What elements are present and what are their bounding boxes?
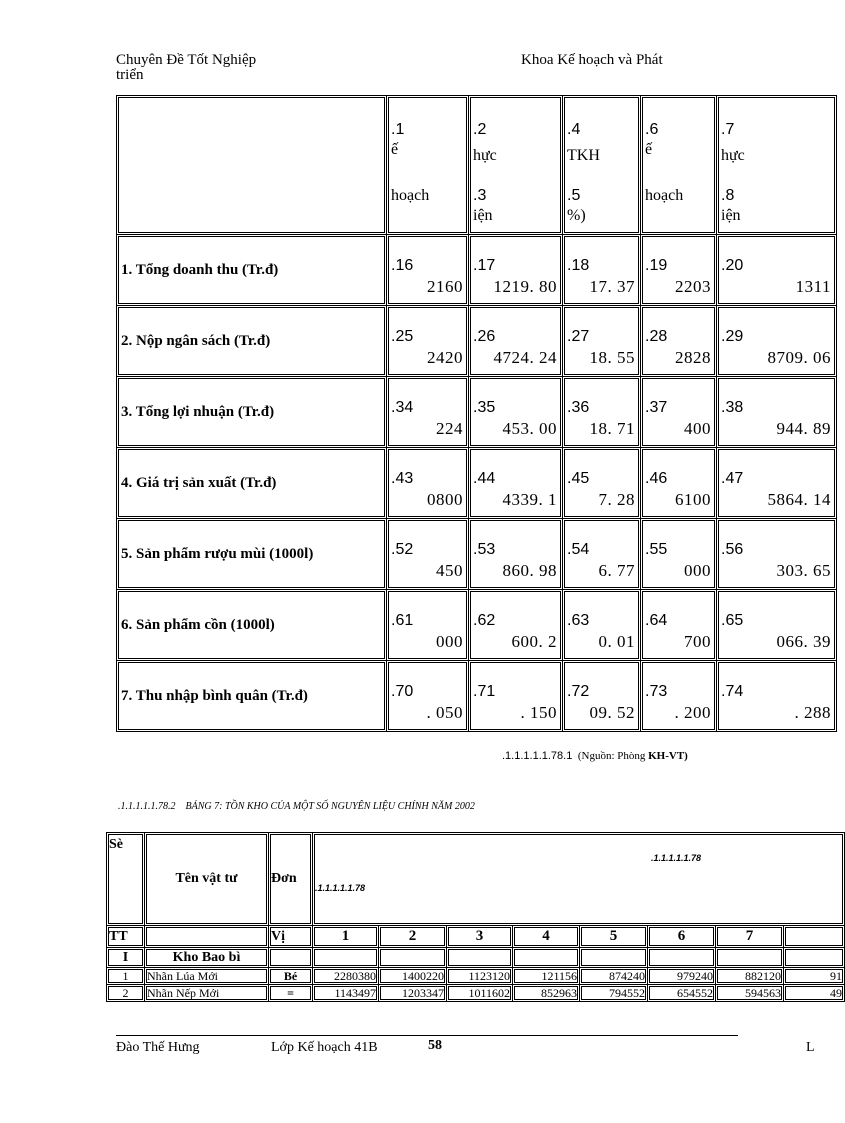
value-cell (387, 519, 469, 590)
cell-value: 09. 52 (589, 703, 635, 722)
cell-value: 453. 00 (502, 419, 557, 438)
cell-value: 0. 01 (598, 632, 635, 651)
cell-value: 224 (436, 419, 463, 438)
cell-value: 860. 98 (502, 561, 557, 580)
value-cell (641, 590, 717, 661)
header-text: hực (721, 147, 745, 164)
caption-title: BẢNG 7: TỒN KHO CỦA MỘT SỐ NGUYÊN LIỆU CHÍNH NĂM 2002 (185, 801, 475, 812)
month-header: 1 (313, 926, 379, 948)
row-label: 2. Nộp ngân sách (Tr.đ) (117, 306, 387, 377)
stock-value: 1400220 (379, 968, 447, 985)
cell-value: 400 (684, 419, 711, 438)
inventory-table (106, 832, 845, 1002)
cell-code: .45 (567, 470, 590, 487)
month-header: 7 (716, 926, 784, 948)
cell-code: .19 (645, 257, 668, 274)
results-table (116, 95, 837, 732)
blank-cell (648, 948, 716, 968)
source-code: .1.1.1.1.1.78.1 (502, 750, 573, 762)
cell-code: .64 (645, 612, 668, 629)
cell-value: . 050 (426, 703, 463, 722)
stock-value: 1123120 (447, 968, 513, 985)
row-label: 4. Giá trị sản xuất (Tr.đ) (117, 448, 387, 519)
cell-code: .28 (645, 328, 668, 345)
cell-code: .44 (473, 470, 496, 487)
cell-code: .70 (391, 683, 414, 700)
blank-cell (313, 948, 379, 968)
cell-code: .72 (567, 683, 590, 700)
cell-value: 700 (684, 632, 711, 651)
header-code: .1 (391, 121, 405, 138)
cell-code: .17 (473, 257, 496, 274)
value-cell (563, 519, 641, 590)
table-row (117, 661, 837, 732)
tt-header: TT (107, 926, 145, 948)
header-text: ế (645, 141, 653, 158)
cell-value: 303. 65 (776, 561, 831, 580)
source-note (502, 750, 688, 762)
month-header: 5 (580, 926, 648, 948)
stock-value: 91 (784, 968, 845, 985)
value-cell (563, 306, 641, 377)
blank-cell (513, 948, 580, 968)
cell-code: .47 (721, 470, 744, 487)
cell-code: .34 (391, 399, 414, 416)
value-cell (563, 590, 641, 661)
table-row (117, 590, 837, 661)
cell-code: .63 (567, 612, 590, 629)
cell-code: .25 (391, 328, 414, 345)
group-row (107, 948, 845, 968)
cell-code: .43 (391, 470, 414, 487)
cell-value: 1219. 80 (493, 277, 557, 296)
header-title: Chuyên Đề Tốt Nghiệp (116, 52, 257, 68)
value-cell (387, 306, 469, 377)
header-code: .4 (567, 121, 581, 138)
cell-value: 4724. 24 (493, 348, 557, 367)
column-header (563, 96, 641, 235)
value-cell (469, 519, 563, 590)
table-row (117, 306, 837, 377)
seq-header: Sè (107, 833, 145, 926)
name-header: Tên vật tư (145, 833, 269, 926)
stock-value: 654552 (648, 985, 716, 1002)
group-code-right: .1.1.1.1.1.78 (651, 853, 702, 863)
footer-right: L (806, 1040, 815, 1055)
cell-value: 6. 77 (598, 561, 635, 580)
footer-rule (116, 1035, 738, 1036)
table-row (117, 377, 837, 448)
value-cell (641, 661, 717, 732)
cell-code: .61 (391, 612, 414, 629)
stock-value: 121156 (513, 968, 580, 985)
header-text: ế (391, 141, 399, 158)
header-text-3: iện (721, 207, 741, 224)
unit-header-2: Vị (269, 926, 313, 948)
value-cell (641, 519, 717, 590)
cell-value: 2420 (427, 348, 463, 367)
header-code-2: .5 (567, 187, 581, 204)
month-header: 4 (513, 926, 580, 948)
header-code-2: .8 (721, 187, 735, 204)
item-name: Nhãn Lúa Mới (145, 968, 269, 985)
value-cell (387, 235, 469, 306)
cell-value: 4339. 1 (502, 490, 557, 509)
stock-value: 794552 (580, 985, 648, 1002)
table-row (117, 448, 837, 519)
months-row (107, 926, 845, 948)
cell-code: .20 (721, 257, 744, 274)
value-cell (469, 377, 563, 448)
row-label: 1. Tổng doanh thu (Tr.đ) (117, 235, 387, 306)
cell-code: .74 (721, 683, 744, 700)
table-row (117, 519, 837, 590)
table-row (107, 985, 845, 1002)
cell-value: 18. 71 (589, 419, 635, 438)
blank-cell (379, 948, 447, 968)
header-left (116, 52, 256, 84)
cell-code: .73 (645, 683, 668, 700)
cell-code: .71 (473, 683, 496, 700)
value-cell (717, 448, 837, 519)
value-cell (469, 306, 563, 377)
value-cell (641, 235, 717, 306)
column-header (387, 96, 469, 235)
value-cell (563, 661, 641, 732)
value-cell (387, 590, 469, 661)
value-cell (469, 590, 563, 661)
footer-author: Đào Thế Hưng (116, 1040, 200, 1055)
value-cell (563, 235, 641, 306)
cell-value: 5864. 14 (767, 490, 831, 509)
header-title-cont: triển (116, 67, 144, 83)
header-text-3: iện (473, 207, 493, 224)
cell-value: 7. 28 (598, 490, 635, 509)
value-cell (563, 377, 641, 448)
cell-value: 000 (684, 561, 711, 580)
stock-value: 594563 (716, 985, 784, 1002)
value-cell (717, 306, 837, 377)
header-right: Khoa Kế hoạch và Phát (521, 52, 663, 68)
cell-code: .54 (567, 541, 590, 558)
stock-value: 874240 (580, 968, 648, 985)
cell-value: 600. 2 (511, 632, 557, 651)
value-cell (469, 235, 563, 306)
value-cell (641, 448, 717, 519)
months-group-header (313, 833, 845, 926)
cell-value: 8709. 06 (767, 348, 831, 367)
cell-value: 2160 (427, 277, 463, 296)
table2-caption (118, 801, 475, 812)
cell-code: .56 (721, 541, 744, 558)
blank-cell (580, 948, 648, 968)
stock-value: 852963 (513, 985, 580, 1002)
header-text: TKH (567, 147, 600, 164)
month-header: 3 (447, 926, 513, 948)
group-code-left: .1.1.1.1.1.78 (315, 883, 366, 893)
blank-cell (447, 948, 513, 968)
header-text: hực (473, 147, 497, 164)
column-header (641, 96, 717, 235)
row-label: 6. Sản phẩm cồn (1000l) (117, 590, 387, 661)
stock-value: 1011602 (447, 985, 513, 1002)
cell-code: .36 (567, 399, 590, 416)
cell-value: 944. 89 (776, 419, 831, 438)
month-header (784, 926, 845, 948)
blank-cell (784, 948, 845, 968)
cell-code: .37 (645, 399, 668, 416)
cell-value: 000 (436, 632, 463, 651)
value-cell (563, 448, 641, 519)
value-cell (641, 306, 717, 377)
cell-value: 6100 (675, 490, 711, 509)
cell-code: .27 (567, 328, 590, 345)
cell-code: .38 (721, 399, 744, 416)
source-text: (Nguồn: Phòng (577, 750, 649, 762)
value-cell (717, 590, 837, 661)
cell-value: 18. 55 (589, 348, 635, 367)
value-cell (641, 377, 717, 448)
blank-cell (145, 926, 269, 948)
row-label: 3. Tổng lợi nhuận (Tr.đ) (117, 377, 387, 448)
stock-value: 1203347 (379, 985, 447, 1002)
row-number: 2 (107, 985, 145, 1002)
cell-code: .26 (473, 328, 496, 345)
cell-value: 17. 37 (589, 277, 635, 296)
cell-value: 2828 (675, 348, 711, 367)
item-unit: Bé (269, 968, 313, 985)
cell-value: 450 (436, 561, 463, 580)
cell-value: 1311 (795, 277, 831, 296)
cell-code: .29 (721, 328, 744, 345)
group-number: I (107, 948, 145, 968)
caption-code: .1.1.1.1.1.78.2 (118, 801, 176, 812)
value-cell (387, 448, 469, 519)
unit-header: Đơn (269, 833, 313, 926)
item-unit: = (269, 985, 313, 1002)
cell-value: 0800 (427, 490, 463, 509)
blank-cell (269, 948, 313, 968)
cell-code: .55 (645, 541, 668, 558)
table-header-row (117, 96, 837, 235)
table-row (107, 968, 845, 985)
header-text-3: %) (567, 207, 586, 224)
page-number: 58 (428, 1038, 442, 1053)
stock-value: 979240 (648, 968, 716, 985)
value-cell (717, 519, 837, 590)
stock-value: 49 (784, 985, 845, 1002)
cell-value: 2203 (675, 277, 711, 296)
stock-value: 882120 (716, 968, 784, 985)
header-code: .6 (645, 121, 659, 138)
header-empty-cell (117, 96, 387, 235)
blank-cell (716, 948, 784, 968)
value-cell (469, 448, 563, 519)
cell-code: .35 (473, 399, 496, 416)
cell-value: 066. 39 (776, 632, 831, 651)
cell-code: .53 (473, 541, 496, 558)
row-label: 7. Thu nhập bình quân (Tr.đ) (117, 661, 387, 732)
stock-value: 2280380 (313, 968, 379, 985)
group-name: Kho Bao bì (145, 948, 269, 968)
cell-value: . 288 (794, 703, 831, 722)
cell-value: . 200 (674, 703, 711, 722)
header-code: .7 (721, 121, 735, 138)
value-cell (387, 661, 469, 732)
row-label: 5. Sản phẩm rượu mùi (1000l) (117, 519, 387, 590)
source-department: KH-VT) (648, 750, 688, 762)
cell-code: .46 (645, 470, 668, 487)
header-code-2: .3 (473, 187, 487, 204)
month-header: 2 (379, 926, 447, 948)
cell-code: .52 (391, 541, 414, 558)
stock-value: 1143497 (313, 985, 379, 1002)
month-header: 6 (648, 926, 716, 948)
footer-class: Lớp Kế hoạch 41B (271, 1040, 378, 1055)
cell-code: .18 (567, 257, 590, 274)
cell-code: .65 (721, 612, 744, 629)
value-cell (469, 661, 563, 732)
cell-code: .62 (473, 612, 496, 629)
header-code: .2 (473, 121, 487, 138)
value-cell (387, 377, 469, 448)
table2-header-row (107, 833, 845, 926)
table-row (117, 235, 837, 306)
header-text-2: hoạch (645, 187, 684, 204)
header-text-2: hoạch (391, 187, 430, 204)
cell-value: . 150 (520, 703, 557, 722)
value-cell (717, 235, 837, 306)
column-header (717, 96, 837, 235)
row-number: 1 (107, 968, 145, 985)
value-cell (717, 661, 837, 732)
column-header (469, 96, 563, 235)
item-name: Nhãn Nếp Mới (145, 985, 269, 1002)
value-cell (717, 377, 837, 448)
cell-code: .16 (391, 257, 414, 274)
